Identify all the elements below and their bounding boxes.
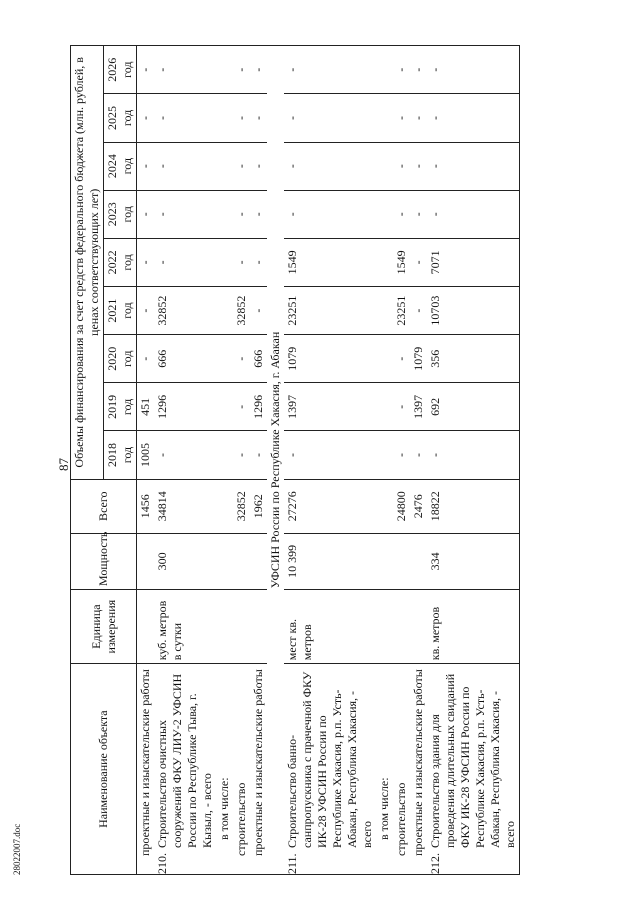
year-value-cell: - <box>393 383 410 431</box>
row-number: 211. <box>285 853 299 874</box>
table-row <box>250 46 267 875</box>
year-value-cell: - <box>393 190 410 238</box>
year-value-cell: 451 <box>137 383 155 431</box>
total-cell: 2476 <box>410 479 427 533</box>
total-cell: 24800 <box>393 479 410 533</box>
footer-code: 28022007.doc <box>12 823 22 875</box>
capacity-cell <box>393 533 410 589</box>
header-year: 2026 год <box>104 46 137 94</box>
empty-cell <box>216 287 233 335</box>
year-value-cell: 666 <box>250 335 267 383</box>
year-value-cell: - <box>393 46 410 94</box>
document-page <box>12 35 630 875</box>
year-value-cell: 23251 <box>393 287 410 335</box>
table-row <box>284 46 376 875</box>
object-name-text: Строительство очистных сооружений ФКУ ЛИУ-2 УФСИН России по Республике Тыва, г. Кызыл, - всего <box>155 673 214 848</box>
year-value-cell: - <box>250 94 267 142</box>
year-value-cell: - <box>137 335 155 383</box>
year-value-cell: - <box>427 94 520 142</box>
year-value-cell: - <box>137 46 155 94</box>
year-value-cell: - <box>284 142 376 190</box>
empty-cell <box>216 142 233 190</box>
row-number: 212. <box>428 853 442 874</box>
object-name-text: Строительство здания для проведения длительных свиданий ФКУ ИК-28 УФСИН России по Республике Хакасия, р.п. Усть-Абакан, Республика Хакасия, - всего <box>428 673 517 848</box>
year-value-cell: - <box>410 142 427 190</box>
year-value-cell: - <box>393 142 410 190</box>
header-year: 2019 год <box>104 383 137 431</box>
capacity-cell: 300 <box>154 533 216 589</box>
empty-cell <box>216 479 233 533</box>
year-value-cell: - <box>233 190 250 238</box>
table-row <box>216 46 233 875</box>
object-name-text: строительство <box>234 782 248 856</box>
table-row <box>154 46 216 875</box>
page-number: 87 <box>56 458 71 471</box>
empty-cell <box>376 190 393 238</box>
header-year: 2025 год <box>104 94 137 142</box>
object-name <box>393 664 410 875</box>
year-value-cell: 32852 <box>233 287 250 335</box>
header-funding: Объемы финансирования за счет средств федерального бюджета (млн. рублей, в ценах соответствующих лет) <box>71 46 104 480</box>
empty-cell <box>216 94 233 142</box>
section-title: УФСИН России по Республике Хакасия, г. Абакан <box>267 46 284 875</box>
header-year: 2021 год <box>104 287 137 335</box>
year-value-cell: - <box>137 287 155 335</box>
unit-cell: кв. метров <box>427 590 520 664</box>
year-value-cell: - <box>233 238 250 286</box>
empty-cell <box>376 335 393 383</box>
table-body <box>137 46 520 875</box>
year-value-cell: - <box>233 383 250 431</box>
unit-cell <box>233 590 250 664</box>
year-value-cell: - <box>137 142 155 190</box>
empty-cell <box>376 287 393 335</box>
year-value-cell: 1296 <box>250 383 267 431</box>
row-number: 210. <box>155 853 169 874</box>
header-year: 2024 год <box>104 142 137 190</box>
table-row <box>393 46 410 875</box>
total-cell: 34814 <box>154 479 216 533</box>
empty-cell <box>216 383 233 431</box>
year-value-cell: - <box>284 46 376 94</box>
year-value-cell: - <box>427 190 520 238</box>
year-value-cell: - <box>233 142 250 190</box>
year-value-cell: 7071 <box>427 238 520 286</box>
year-value-cell: 1005 <box>137 431 155 479</box>
year-value-cell: 1549 <box>393 238 410 286</box>
table-row <box>376 46 393 875</box>
year-value-cell: - <box>137 238 155 286</box>
row-label: в том числе: <box>216 664 233 875</box>
object-name <box>250 664 267 875</box>
object-name <box>233 664 250 875</box>
year-value-cell: - <box>393 94 410 142</box>
object-name <box>154 664 216 875</box>
year-value-cell: 1079 <box>410 335 427 383</box>
capacity-cell <box>233 533 250 589</box>
total-cell: 18822 <box>427 479 520 533</box>
year-value-cell: 32852 <box>154 287 216 335</box>
year-value-cell: - <box>284 190 376 238</box>
unit-cell <box>410 590 427 664</box>
year-value-cell: - <box>154 46 216 94</box>
year-value-cell: - <box>250 190 267 238</box>
empty-cell <box>376 94 393 142</box>
table-row <box>410 46 427 875</box>
empty-cell <box>216 238 233 286</box>
empty-cell <box>216 533 233 589</box>
table-row <box>233 46 250 875</box>
empty-cell <box>216 335 233 383</box>
year-value-cell: 692 <box>427 383 520 431</box>
object-name <box>284 664 376 875</box>
year-value-cell: - <box>233 94 250 142</box>
unit-cell <box>250 590 267 664</box>
year-value-cell: - <box>137 94 155 142</box>
year-value-cell: - <box>427 431 520 479</box>
empty-cell <box>216 190 233 238</box>
year-value-cell: - <box>233 46 250 94</box>
year-value-cell: 356 <box>427 335 520 383</box>
capacity-cell <box>250 533 267 589</box>
header-capacity: Мощность <box>71 533 137 589</box>
empty-cell <box>376 533 393 589</box>
year-value-cell: - <box>410 287 427 335</box>
capacity-cell <box>137 533 155 589</box>
year-value-cell: - <box>427 46 520 94</box>
empty-cell <box>376 142 393 190</box>
object-name-text: проектные и изыскательские работы <box>251 669 265 856</box>
header-unit: Единица измерения <box>71 590 137 664</box>
empty-cell <box>216 431 233 479</box>
year-value-cell: - <box>410 431 427 479</box>
header-total: Всего <box>71 479 137 533</box>
year-value-cell: 10703 <box>427 287 520 335</box>
year-value-cell: - <box>250 46 267 94</box>
object-name-text: строительство <box>394 782 408 856</box>
year-value-cell: - <box>137 190 155 238</box>
header-name: Наименование объекта <box>71 664 137 875</box>
capacity-cell <box>410 533 427 589</box>
year-value-cell: - <box>154 190 216 238</box>
year-value-cell: - <box>410 190 427 238</box>
year-value-cell: 1397 <box>284 383 376 431</box>
year-value-cell: - <box>250 142 267 190</box>
object-name <box>410 664 427 875</box>
year-value-cell: - <box>393 431 410 479</box>
year-value-cell: 23251 <box>284 287 376 335</box>
empty-cell <box>376 46 393 94</box>
year-value-cell: - <box>250 238 267 286</box>
section-row <box>267 46 284 875</box>
year-value-cell: - <box>284 94 376 142</box>
year-value-cell: 1079 <box>284 335 376 383</box>
table-row <box>427 46 520 875</box>
year-value-cell: - <box>284 431 376 479</box>
year-value-cell: 1397 <box>410 383 427 431</box>
year-value-cell: - <box>250 431 267 479</box>
total-cell: 1456 <box>137 479 155 533</box>
total-cell: 27276 <box>284 479 376 533</box>
empty-cell <box>216 590 233 664</box>
unit-cell <box>137 590 155 664</box>
capacity-cell: 10 399 <box>284 533 376 589</box>
year-value-cell: - <box>393 335 410 383</box>
total-cell: 1962 <box>250 479 267 533</box>
year-value-cell: 666 <box>154 335 216 383</box>
object-name-text: Строительство банно-санпропускника с прачечной ФКУ ИК-28 УФСИН России по Республике Хакасия, р.п. Усть-Абакан, Республика Хакасия, - всего <box>285 671 374 848</box>
year-value-cell: - <box>250 287 267 335</box>
total-cell: 32852 <box>233 479 250 533</box>
header-year: 2023 год <box>104 190 137 238</box>
capacity-cell: 334 <box>427 533 520 589</box>
header-year: 2022 год <box>104 238 137 286</box>
table-row <box>137 46 155 875</box>
empty-cell <box>376 238 393 286</box>
year-value-cell: - <box>410 94 427 142</box>
year-value-cell: - <box>154 142 216 190</box>
unit-cell: мест кв. метров <box>284 590 376 664</box>
year-value-cell: 1549 <box>284 238 376 286</box>
year-value-cell: - <box>154 94 216 142</box>
object-name-text: проектные и изыскательские работы <box>411 669 425 856</box>
object-name-text: проектные и изыскательские работы <box>138 669 152 856</box>
year-value-cell: - <box>427 142 520 190</box>
unit-cell: куб. метров в сутки <box>154 590 216 664</box>
empty-cell <box>376 479 393 533</box>
year-value-cell: - <box>233 335 250 383</box>
year-value-cell: - <box>410 238 427 286</box>
unit-cell <box>393 590 410 664</box>
header-year: 2020 год <box>104 335 137 383</box>
object-name <box>137 664 155 875</box>
table-header <box>71 46 137 875</box>
empty-cell <box>376 383 393 431</box>
year-value-cell: - <box>233 431 250 479</box>
year-value-cell: - <box>154 431 216 479</box>
funding-table <box>70 45 520 875</box>
empty-cell <box>216 46 233 94</box>
year-value-cell: - <box>154 238 216 286</box>
empty-cell <box>376 431 393 479</box>
empty-cell <box>376 590 393 664</box>
year-value-cell: - <box>410 46 427 94</box>
object-name <box>427 664 520 875</box>
year-value-cell: 1296 <box>154 383 216 431</box>
header-year: 2018 год <box>104 431 137 479</box>
row-label: в том числе: <box>376 664 393 875</box>
